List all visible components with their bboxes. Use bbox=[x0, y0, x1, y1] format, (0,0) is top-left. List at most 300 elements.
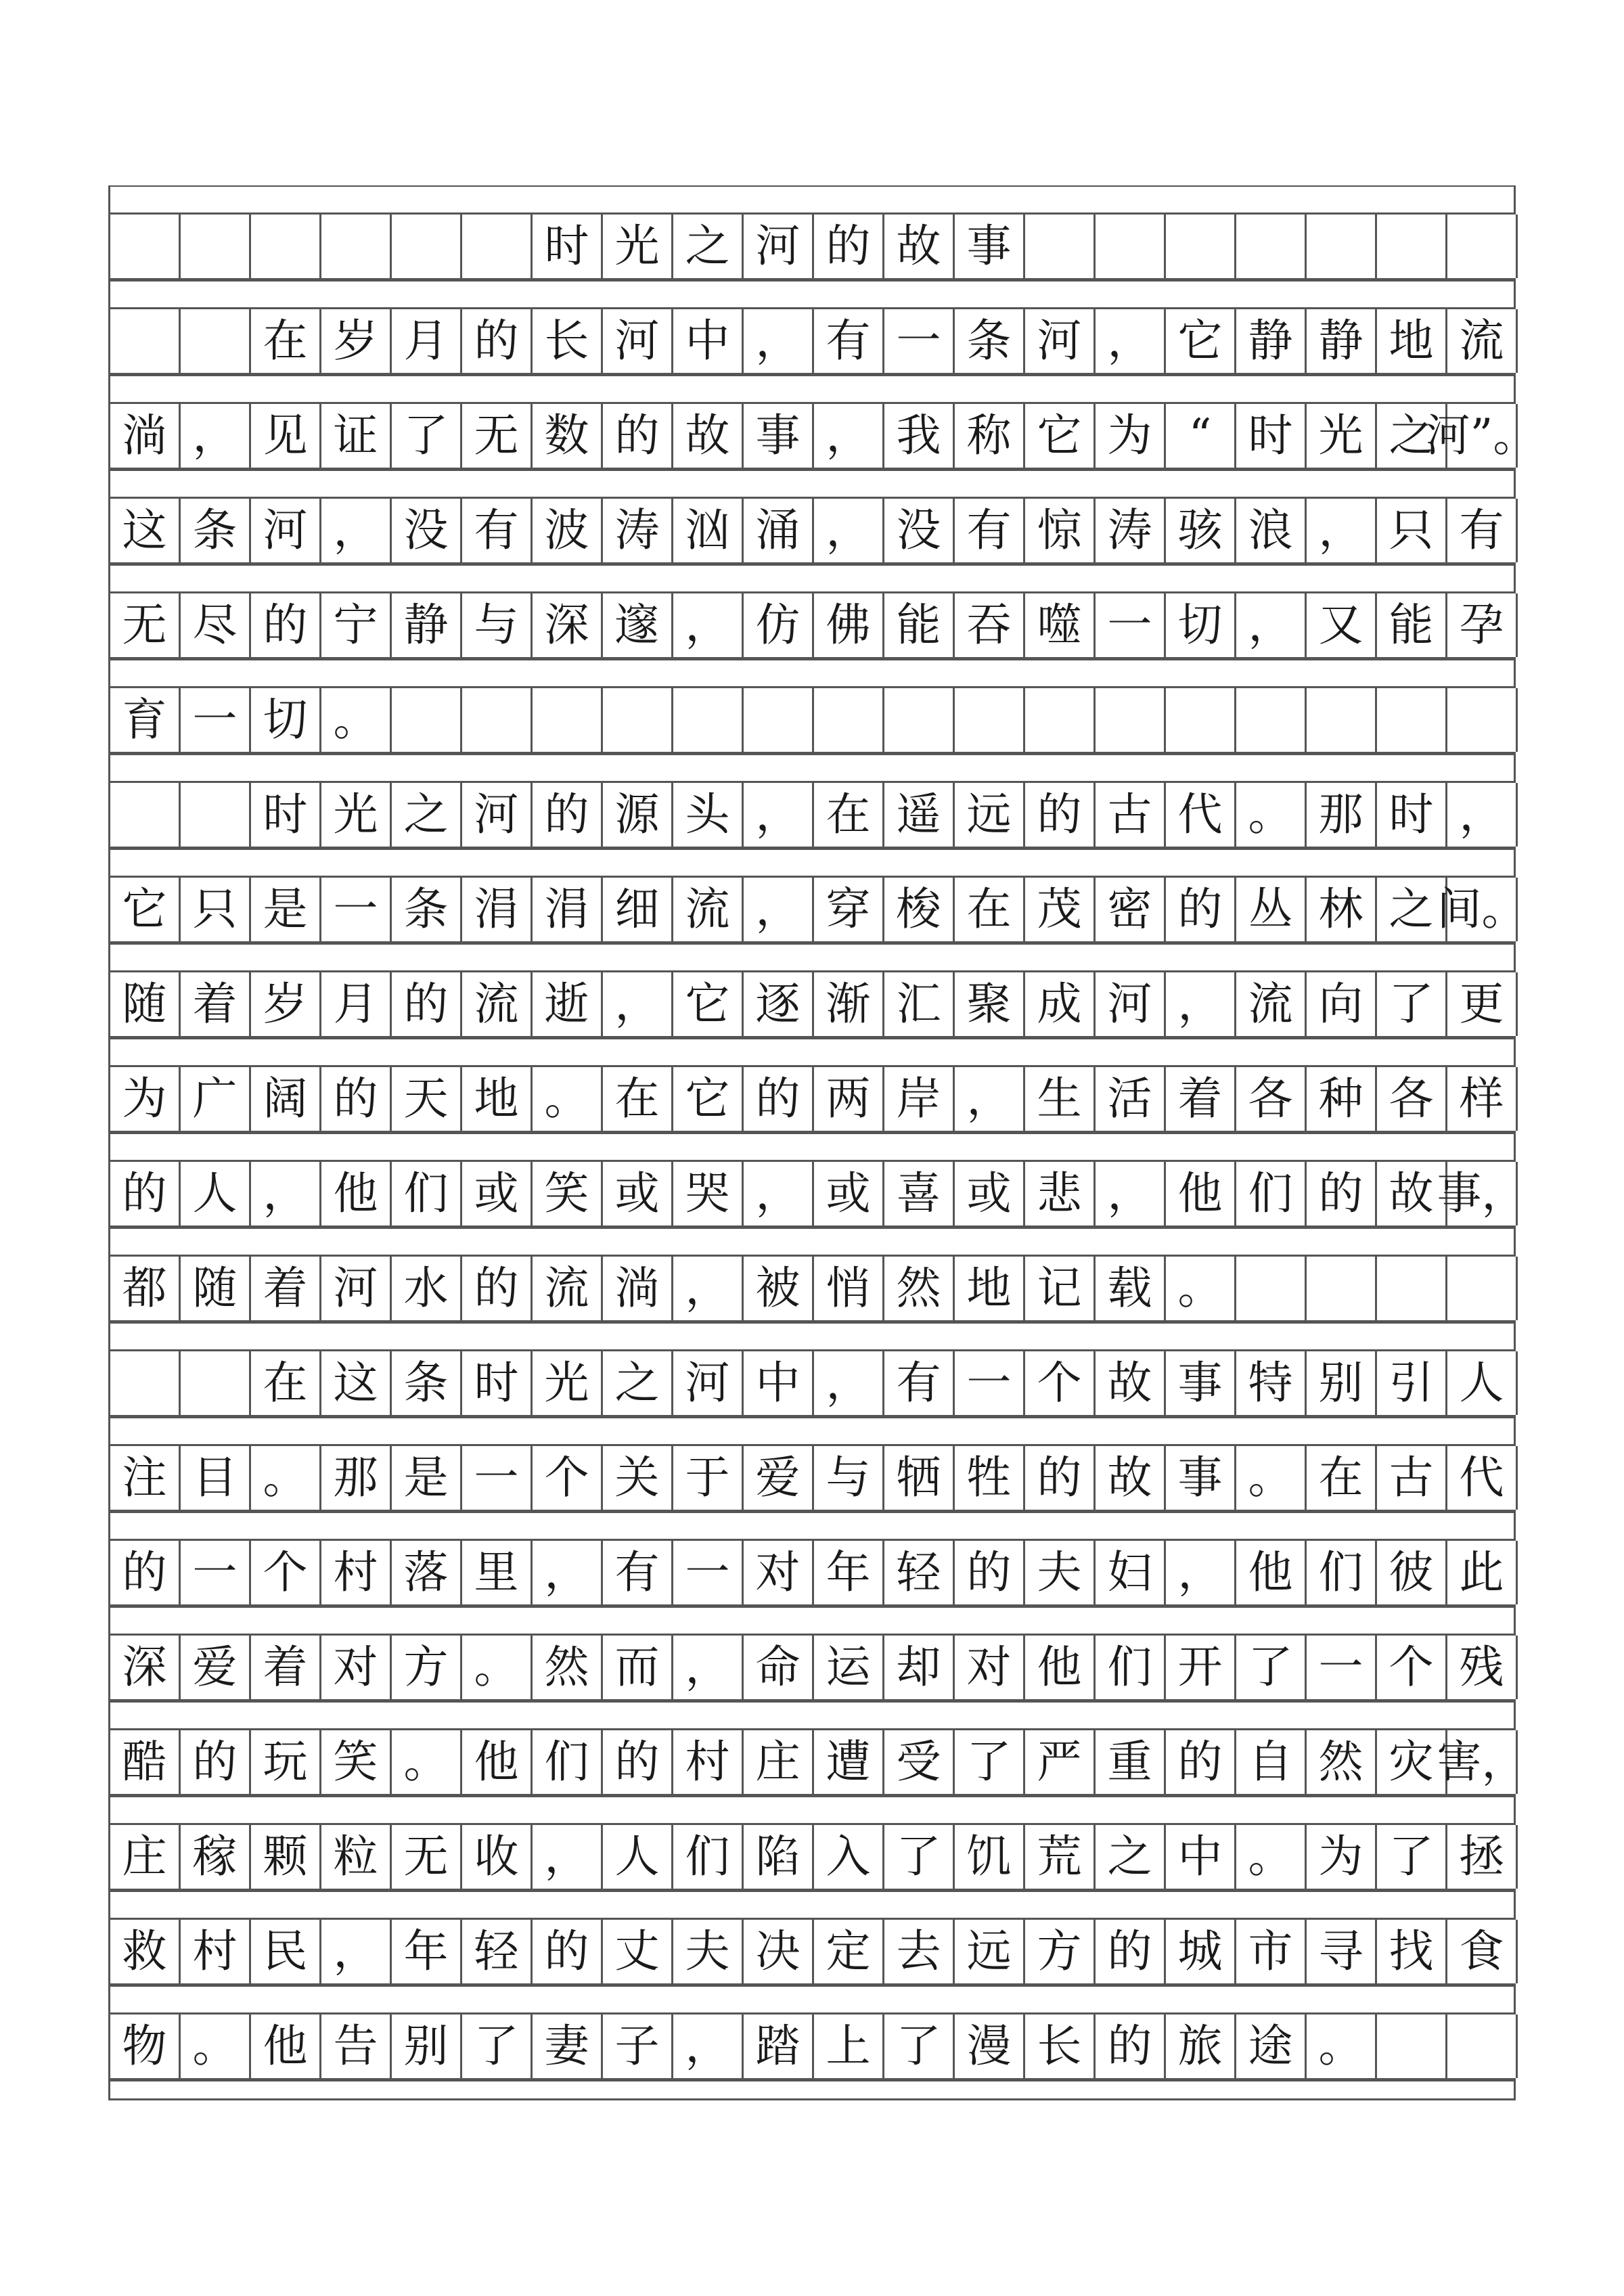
grid-cell: 随 bbox=[181, 1257, 251, 1320]
grid-cell: 光 bbox=[603, 215, 673, 278]
grid-cell: 光 bbox=[321, 783, 392, 847]
grid-cell bbox=[251, 215, 321, 278]
grid-cell: 有 bbox=[603, 1541, 673, 1604]
grid-cell bbox=[1377, 688, 1447, 752]
grid-cell: ， bbox=[744, 1162, 814, 1225]
grid-cell: 它 bbox=[673, 1067, 744, 1131]
grid-cell: 了 bbox=[884, 1825, 955, 1889]
grid-cell: ， bbox=[533, 1541, 603, 1604]
grid-cell: 在 bbox=[1307, 1446, 1377, 1510]
grid-cell: 时 bbox=[533, 215, 603, 278]
grid-cell: 事， bbox=[1447, 1162, 1518, 1225]
grid-cell: 仿 bbox=[744, 593, 814, 657]
grid-cell: 只 bbox=[181, 878, 251, 941]
grid-cell: 。 bbox=[181, 2014, 251, 2078]
grid-cell: 的 bbox=[392, 972, 462, 1036]
grid-cell: 各 bbox=[1236, 1067, 1307, 1131]
grid-cell: 地 bbox=[462, 1067, 533, 1131]
grid-cell: 着 bbox=[251, 1257, 321, 1320]
grid-cell: 中 bbox=[673, 309, 744, 373]
grid-cell: 悄 bbox=[814, 1257, 884, 1320]
grid-cell: 别 bbox=[392, 2014, 462, 2078]
grid-cell: 渐 bbox=[814, 972, 884, 1036]
grid-cell bbox=[181, 309, 251, 373]
row-spacer bbox=[108, 1228, 1516, 1255]
grid-cell: 寻 bbox=[1307, 1920, 1377, 1983]
grid-cell: 了 bbox=[955, 1730, 1025, 1794]
grid-cell: 邃 bbox=[603, 593, 673, 657]
row-spacer bbox=[108, 1606, 1516, 1634]
row-spacer bbox=[108, 1701, 1516, 1728]
grid-cell: 条 bbox=[392, 1351, 462, 1415]
grid-cell: ， bbox=[251, 1162, 321, 1225]
grid-cell: 有 bbox=[462, 499, 533, 562]
grid-cell: 故 bbox=[673, 404, 744, 468]
grid-cell: 之 bbox=[603, 1351, 673, 1415]
grid-cell: 救 bbox=[110, 1920, 181, 1983]
grid-cell: 记 bbox=[1025, 1257, 1096, 1320]
grid-cell: 爱 bbox=[744, 1446, 814, 1510]
grid-cell: 关 bbox=[603, 1446, 673, 1510]
grid-cell: 却 bbox=[884, 1636, 955, 1699]
grid-cell: 庄 bbox=[110, 1825, 181, 1889]
grid-cell: 那 bbox=[321, 1446, 392, 1510]
grid-cell: 流 bbox=[533, 1257, 603, 1320]
grid-cell: 轻 bbox=[462, 1920, 533, 1983]
grid-cell: 河 bbox=[1096, 972, 1166, 1036]
grid-cell: 远 bbox=[955, 1920, 1025, 1983]
grid-cell: 的 bbox=[744, 1067, 814, 1131]
grid-cell: ， bbox=[321, 1920, 392, 1983]
grid-cell: 为 bbox=[1096, 404, 1166, 468]
grid-cell: 能 bbox=[884, 593, 955, 657]
grid-cell: 的 bbox=[1166, 1730, 1236, 1794]
grid-cell: 光 bbox=[533, 1351, 603, 1415]
grid-cell bbox=[1025, 215, 1096, 278]
grid-cell: 头 bbox=[673, 783, 744, 847]
grid-cell: 无 bbox=[110, 593, 181, 657]
grid-cell: 一 bbox=[181, 1541, 251, 1604]
grid-cell: 庄 bbox=[744, 1730, 814, 1794]
grid-cell bbox=[533, 688, 603, 752]
grid-cell: 噬 bbox=[1025, 593, 1096, 657]
grid-cell: 陷 bbox=[744, 1825, 814, 1889]
grid-cell: 注 bbox=[110, 1446, 181, 1510]
text-row bbox=[108, 1728, 1527, 1796]
grid-cell: 在 bbox=[955, 878, 1025, 941]
grid-cell: 事 bbox=[1166, 1446, 1236, 1510]
grid-cell: 引 bbox=[1377, 1351, 1447, 1415]
grid-cell: 长 bbox=[533, 309, 603, 373]
grid-cell: 惊 bbox=[1025, 499, 1096, 562]
grid-cell: 事 bbox=[1166, 1351, 1236, 1415]
grid-cell: 静 bbox=[1307, 309, 1377, 373]
grid-cell: 的 bbox=[603, 1730, 673, 1794]
grid-cell: “ bbox=[1166, 404, 1236, 468]
grid-cell: 着 bbox=[1166, 1067, 1236, 1131]
grid-cell: 时 bbox=[1236, 404, 1307, 468]
grid-cell: 。 bbox=[1236, 1446, 1307, 1510]
grid-cell: 荒 bbox=[1025, 1825, 1096, 1889]
grid-cell: 子 bbox=[603, 2014, 673, 2078]
grid-cell: 人 bbox=[1447, 1351, 1518, 1415]
text-row bbox=[108, 876, 1527, 943]
grid-cell: 骇 bbox=[1166, 499, 1236, 562]
grid-cell: 夫 bbox=[1025, 1541, 1096, 1604]
grid-cell: 有 bbox=[1447, 499, 1518, 562]
row-spacer bbox=[108, 659, 1516, 686]
grid-cell: 证 bbox=[321, 404, 392, 468]
grid-cell: 。 bbox=[321, 688, 392, 752]
grid-cell: 有 bbox=[955, 499, 1025, 562]
grid-cell: 别 bbox=[1307, 1351, 1377, 1415]
grid-cell: 只 bbox=[1377, 499, 1447, 562]
grid-cell: 汇 bbox=[884, 972, 955, 1036]
grid-cell: 的 bbox=[1307, 1162, 1377, 1225]
grid-cell: 深 bbox=[110, 1636, 181, 1699]
grid-cell: 长 bbox=[1025, 2014, 1096, 2078]
grid-cell: 无 bbox=[462, 404, 533, 468]
grid-cell: 向 bbox=[1307, 972, 1377, 1036]
grid-cell: 玩 bbox=[251, 1730, 321, 1794]
grid-cell bbox=[181, 783, 251, 847]
grid-cell bbox=[1307, 688, 1377, 752]
grid-cell: 数 bbox=[533, 404, 603, 468]
grid-cell: 尽 bbox=[181, 593, 251, 657]
grid-cell: ， bbox=[1096, 1162, 1166, 1225]
grid-cell: 个 bbox=[533, 1446, 603, 1510]
grid-cell: 广 bbox=[181, 1067, 251, 1131]
grid-cell: ， bbox=[673, 1636, 744, 1699]
grid-cell: 涓 bbox=[462, 878, 533, 941]
grid-cell: 之 bbox=[1377, 404, 1447, 468]
grid-cell: 故 bbox=[1377, 1162, 1447, 1225]
grid-cell: 个 bbox=[251, 1541, 321, 1604]
grid-cell: ， bbox=[744, 878, 814, 941]
grid-cell: 了 bbox=[392, 404, 462, 468]
text-row bbox=[108, 781, 1516, 849]
grid-cell: 着 bbox=[181, 972, 251, 1036]
grid-cell: 被 bbox=[744, 1257, 814, 1320]
grid-cell: ， bbox=[1307, 499, 1377, 562]
grid-cell: 食 bbox=[1447, 1920, 1518, 1983]
grid-cell: 它 bbox=[673, 972, 744, 1036]
grid-cell: 他 bbox=[462, 1730, 533, 1794]
grid-cell: 的 bbox=[251, 593, 321, 657]
grid-cell: 浪 bbox=[1236, 499, 1307, 562]
grid-cell: 宁 bbox=[321, 593, 392, 657]
grid-cell: 悲 bbox=[1025, 1162, 1096, 1225]
grid-cell: 丈 bbox=[603, 1920, 673, 1983]
grid-cell: 河 bbox=[673, 1351, 744, 1415]
grid-cell: 受 bbox=[884, 1730, 955, 1794]
grid-cell: 水 bbox=[392, 1257, 462, 1320]
grid-cell: 决 bbox=[744, 1920, 814, 1983]
grid-cell: 岸 bbox=[884, 1067, 955, 1131]
grid-cell: 它 bbox=[1166, 309, 1236, 373]
grid-cell: 细 bbox=[603, 878, 673, 941]
grid-cell: 那 bbox=[1307, 783, 1377, 847]
grid-cell: 静 bbox=[1236, 309, 1307, 373]
grid-cell: 年 bbox=[814, 1541, 884, 1604]
grid-cell bbox=[1447, 215, 1518, 278]
grid-cell: 之 bbox=[1377, 878, 1447, 941]
grid-cell: 一 bbox=[1096, 593, 1166, 657]
grid-cell: 与 bbox=[814, 1446, 884, 1510]
grid-cell bbox=[673, 688, 744, 752]
grid-cell: 们 bbox=[1236, 1162, 1307, 1225]
grid-cell: 一 bbox=[462, 1446, 533, 1510]
grid-cell: 流 bbox=[1236, 972, 1307, 1036]
grid-cell bbox=[1307, 1257, 1377, 1320]
grid-cell: 城 bbox=[1166, 1920, 1236, 1983]
grid-cell: 物 bbox=[110, 2014, 181, 2078]
grid-cell: 的 bbox=[110, 1162, 181, 1225]
grid-cell: 们 bbox=[1307, 1541, 1377, 1604]
grid-cell: 种 bbox=[1307, 1067, 1377, 1131]
grid-cell: 代 bbox=[1447, 1446, 1518, 1510]
grid-cell: 涓 bbox=[533, 878, 603, 941]
grid-cell: 他 bbox=[1166, 1162, 1236, 1225]
grid-cell bbox=[814, 688, 884, 752]
grid-cell: ， bbox=[1166, 972, 1236, 1036]
grid-cell: 收 bbox=[462, 1825, 533, 1889]
grid-cell: 的 bbox=[110, 1541, 181, 1604]
grid-cell: 重 bbox=[1096, 1730, 1166, 1794]
grid-cell: 远 bbox=[955, 783, 1025, 847]
grid-cell: 特 bbox=[1236, 1351, 1307, 1415]
grid-cell: 随 bbox=[110, 972, 181, 1036]
grid-cell: 落 bbox=[392, 1541, 462, 1604]
grid-cell: 与 bbox=[462, 593, 533, 657]
text-row bbox=[108, 1444, 1516, 1512]
grid-cell: 吞 bbox=[955, 593, 1025, 657]
grid-cell: 了 bbox=[884, 2014, 955, 2078]
grid-cell bbox=[181, 1351, 251, 1415]
grid-cell: 而 bbox=[603, 1636, 673, 1699]
grid-cell: 遥 bbox=[884, 783, 955, 847]
grid-cell: 。 bbox=[1236, 783, 1307, 847]
grid-cell: 的 bbox=[1096, 1920, 1166, 1983]
grid-cell: 孕 bbox=[1447, 593, 1518, 657]
grid-cell: 为 bbox=[110, 1067, 181, 1131]
row-spacer bbox=[108, 1891, 1516, 1918]
grid-cell: 淌 bbox=[110, 404, 181, 468]
grid-cell: 。 bbox=[533, 1067, 603, 1131]
grid-cell: 密 bbox=[1096, 878, 1166, 941]
grid-cell: 的 bbox=[533, 783, 603, 847]
grid-cell: 条 bbox=[392, 878, 462, 941]
row-spacer bbox=[108, 375, 1516, 402]
grid-cell: 林 bbox=[1307, 878, 1377, 941]
grid-cell: 们 bbox=[533, 1730, 603, 1794]
grid-cell: 笑 bbox=[321, 1730, 392, 1794]
grid-cell: 在 bbox=[251, 309, 321, 373]
grid-cell: 中 bbox=[1166, 1825, 1236, 1889]
text-row bbox=[108, 970, 1516, 1038]
grid-cell: 个 bbox=[1377, 1636, 1447, 1699]
grid-cell: 河 bbox=[321, 1257, 392, 1320]
grid-cell: 波 bbox=[533, 499, 603, 562]
grid-cell: 间。 bbox=[1447, 878, 1518, 941]
grid-cell: 成 bbox=[1025, 972, 1096, 1036]
grid-cell: 的 bbox=[1096, 2014, 1166, 2078]
row-spacer bbox=[108, 280, 1516, 307]
row-spacer bbox=[108, 1796, 1516, 1823]
grid-cell: 条 bbox=[955, 309, 1025, 373]
grid-cell: 去 bbox=[884, 1920, 955, 1983]
grid-cell: 。 bbox=[251, 1446, 321, 1510]
grid-cell bbox=[955, 688, 1025, 752]
grid-cell: ， bbox=[744, 309, 814, 373]
grid-cell: 上 bbox=[814, 2014, 884, 2078]
grid-cell: 哭 bbox=[673, 1162, 744, 1225]
grid-cell: 岁 bbox=[321, 309, 392, 373]
grid-cell: 在 bbox=[251, 1351, 321, 1415]
grid-cell: ， bbox=[744, 783, 814, 847]
grid-cell: 阔 bbox=[251, 1067, 321, 1131]
grid-cell: 他 bbox=[1025, 1636, 1096, 1699]
grid-cell: 河 bbox=[462, 783, 533, 847]
grid-cell: 深 bbox=[533, 593, 603, 657]
grid-cell: 都 bbox=[110, 1257, 181, 1320]
grid-cell: 无 bbox=[392, 1825, 462, 1889]
grid-cell bbox=[181, 215, 251, 278]
grid-cell: 。 bbox=[1166, 1257, 1236, 1320]
grid-cell: 在 bbox=[814, 783, 884, 847]
grid-cell: 流 bbox=[673, 878, 744, 941]
grid-cell: 时 bbox=[251, 783, 321, 847]
grid-cell: 的 bbox=[1025, 1446, 1096, 1510]
grid-cell: ， bbox=[1447, 783, 1518, 847]
grid-cell: 入 bbox=[814, 1825, 884, 1889]
grid-cell: 它 bbox=[110, 878, 181, 941]
grid-cell: 的 bbox=[321, 1067, 392, 1131]
grid-cell: 的 bbox=[181, 1730, 251, 1794]
grid-cell: 两 bbox=[814, 1067, 884, 1131]
grid-cell: 的 bbox=[1166, 878, 1236, 941]
grid-cell bbox=[1096, 688, 1166, 752]
grid-cell: 。 bbox=[392, 1730, 462, 1794]
grid-cell: 为 bbox=[1307, 1825, 1377, 1889]
text-row bbox=[108, 1918, 1516, 1985]
grid-cell: 里 bbox=[462, 1541, 533, 1604]
grid-cell: 的 bbox=[603, 404, 673, 468]
grid-cell: 它 bbox=[1025, 404, 1096, 468]
grid-cell: 有 bbox=[884, 1351, 955, 1415]
grid-cell: 的 bbox=[814, 215, 884, 278]
grid-cell: 一 bbox=[321, 878, 392, 941]
grid-cell bbox=[392, 688, 462, 752]
grid-cell: ， bbox=[814, 499, 884, 562]
grid-bottom-margin bbox=[108, 2080, 1516, 2100]
grid-cell: 事 bbox=[744, 404, 814, 468]
grid-cell: ， bbox=[321, 499, 392, 562]
text-row bbox=[108, 2012, 1516, 2080]
grid-cell: 严 bbox=[1025, 1730, 1096, 1794]
grid-cell: 们 bbox=[1096, 1636, 1166, 1699]
grid-cell: 或 bbox=[955, 1162, 1025, 1225]
grid-cell: 样 bbox=[1447, 1067, 1518, 1131]
grid-cell: 爱 bbox=[181, 1636, 251, 1699]
grid-cell: ， bbox=[673, 593, 744, 657]
grid-cell: 流 bbox=[462, 972, 533, 1036]
grid-cell bbox=[462, 688, 533, 752]
grid-cell: 了 bbox=[462, 2014, 533, 2078]
grid-cell: 们 bbox=[392, 1162, 462, 1225]
grid-cell: 运 bbox=[814, 1636, 884, 1699]
grid-cell: 之 bbox=[1096, 1825, 1166, 1889]
grid-cell: ， bbox=[1096, 309, 1166, 373]
grid-cell bbox=[110, 783, 181, 847]
grid-cell: 没 bbox=[884, 499, 955, 562]
grid-cell: ， bbox=[1236, 593, 1307, 657]
grid-cell: 源 bbox=[603, 783, 673, 847]
grid-cell: 牺 bbox=[884, 1446, 955, 1510]
grid-cell: 古 bbox=[1096, 783, 1166, 847]
grid-cell bbox=[321, 215, 392, 278]
grid-cell: 笑 bbox=[533, 1162, 603, 1225]
grid-cell bbox=[1377, 2014, 1447, 2078]
grid-cell: 妻 bbox=[533, 2014, 603, 2078]
grid-cell: 自 bbox=[1236, 1730, 1307, 1794]
grid-cell: 对 bbox=[321, 1636, 392, 1699]
grid-cell: 。 bbox=[462, 1636, 533, 1699]
grid-cell: 一 bbox=[1307, 1636, 1377, 1699]
row-spacer bbox=[108, 849, 1516, 876]
grid-cell: ， bbox=[955, 1067, 1025, 1131]
grid-cell: ， bbox=[814, 404, 884, 468]
text-row bbox=[108, 402, 1538, 470]
grid-cell: 市 bbox=[1236, 1920, 1307, 1983]
grid-cell: 遭 bbox=[814, 1730, 884, 1794]
grid-cell: 穿 bbox=[814, 878, 884, 941]
text-row bbox=[108, 1823, 1516, 1891]
grid-cell: 找 bbox=[1377, 1920, 1447, 1983]
grid-cell bbox=[884, 688, 955, 752]
grid-cell: 害， bbox=[1447, 1730, 1518, 1794]
grid-cell: 对 bbox=[955, 1636, 1025, 1699]
grid-cell: 旅 bbox=[1166, 2014, 1236, 2078]
grid-cell: 的 bbox=[955, 1541, 1025, 1604]
grid-cell: 夫 bbox=[673, 1920, 744, 1983]
grid-cell: 或 bbox=[814, 1162, 884, 1225]
grid-cell: 轻 bbox=[884, 1541, 955, 1604]
grid-cell: 育 bbox=[110, 688, 181, 752]
grid-cell: ， bbox=[181, 404, 251, 468]
grid-cell: 又 bbox=[1307, 593, 1377, 657]
grid-cell: 故 bbox=[884, 215, 955, 278]
grid-cell: 对 bbox=[744, 1541, 814, 1604]
grid-cell bbox=[1377, 215, 1447, 278]
grid-cell: 的 bbox=[1025, 783, 1096, 847]
grid-cell: 一 bbox=[955, 1351, 1025, 1415]
grid-cell bbox=[1447, 688, 1518, 752]
text-row bbox=[108, 1539, 1516, 1606]
grid-cell: 残 bbox=[1447, 1636, 1518, 1699]
grid-cell: 条 bbox=[181, 499, 251, 562]
grid-cell: 此 bbox=[1447, 1541, 1518, 1604]
grid-cell: 。 bbox=[1307, 2014, 1377, 2078]
grid-cell bbox=[1447, 2014, 1518, 2078]
grid-cell: 村 bbox=[673, 1730, 744, 1794]
grid-cell bbox=[110, 1351, 181, 1415]
grid-cell bbox=[1236, 688, 1307, 752]
grid-cell: 见 bbox=[251, 404, 321, 468]
grid-cell: ， bbox=[1166, 1541, 1236, 1604]
grid-cell: 光 bbox=[1307, 404, 1377, 468]
grid-cell: 生 bbox=[1025, 1067, 1096, 1131]
